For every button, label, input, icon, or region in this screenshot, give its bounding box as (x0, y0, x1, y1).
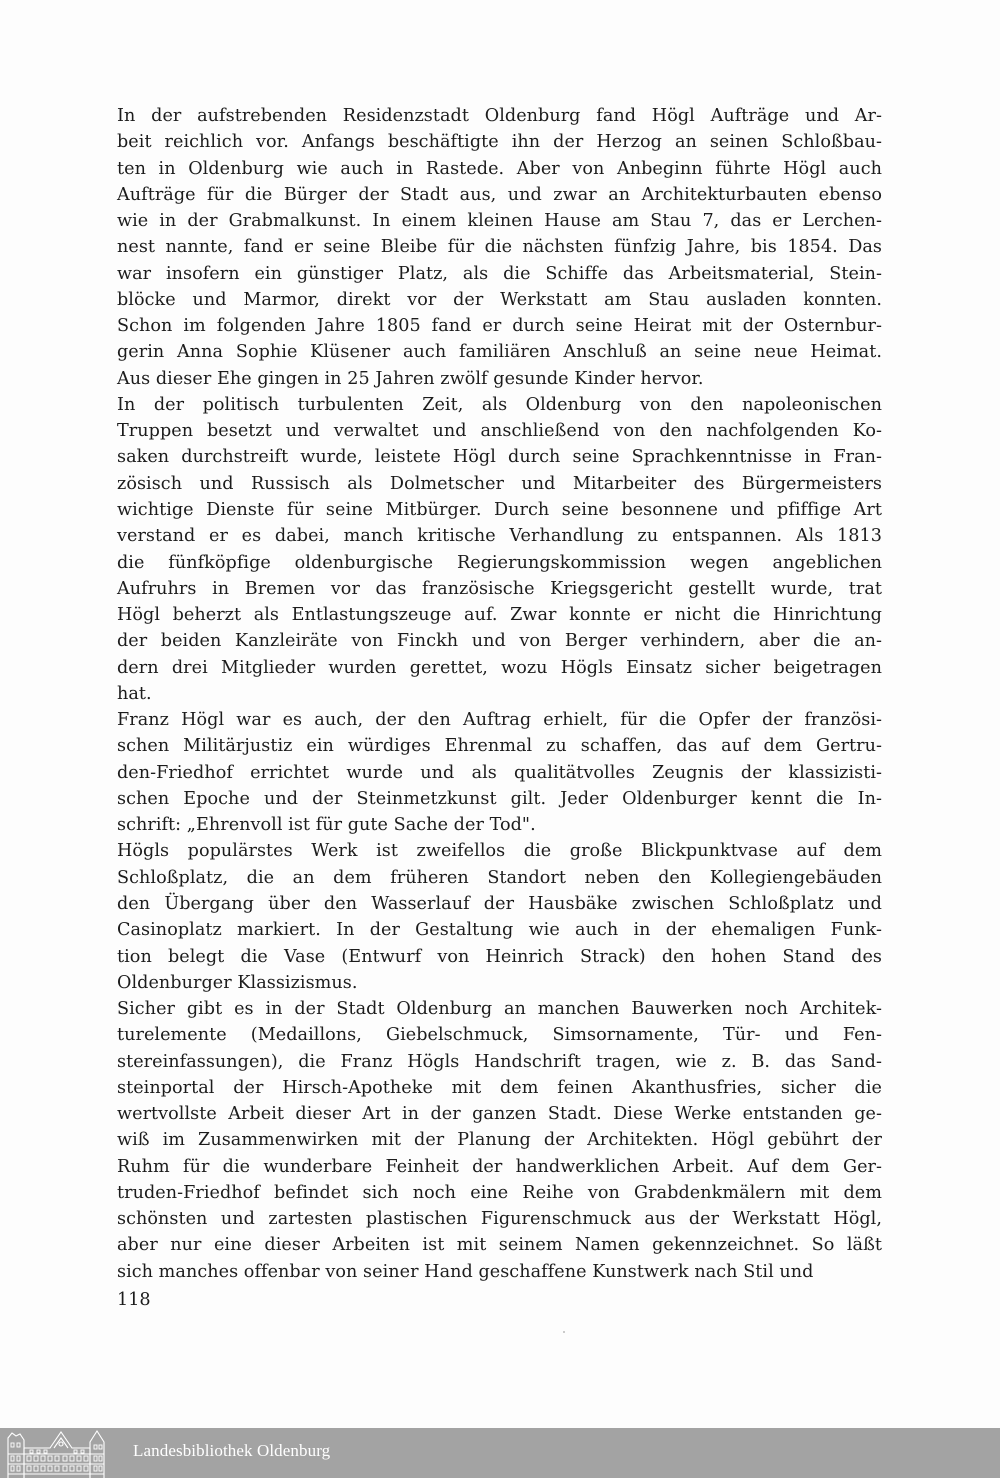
text-line: turelemente (Medaillons, Giebelschmuck, Simsornamente, Tür- und Fen- (117, 1025, 882, 1046)
footer-bar (0, 1428, 1000, 1478)
text-line: Högls populärstes Werk ist zweifellos die große Blickpunktvase auf dem (117, 841, 882, 862)
text-line: zösisch und Russisch als Dolmetscher und Mitarbeiter des Bürgermeisters (117, 473, 882, 494)
text-line: den Übergang über den Wasserlauf der Hausbäke zwischen Schloßplatz und (117, 893, 882, 914)
text-line: dern drei Mitglieder wurden gerettet, wozu Högls Einsatz sicher beigetragen (117, 657, 882, 678)
paragraph (117, 392, 882, 707)
scan-speck (563, 1331, 565, 1333)
text-line: saken durchstreift wurde, leistete Högl durch seine Sprachkenntnisse in Fran- (117, 447, 882, 468)
text-line: ten in Oldenburg wie auch in Rastede. Aber von Anbeginn führte Högl auch (117, 158, 882, 179)
text-line: Högl beherzt als Entlastungszeuge auf. Zwar konnte er nicht die Hinrichtung (117, 605, 882, 626)
text-line: In der aufstrebenden Residenzstadt Oldenburg fand Högl Aufträge und Ar- (117, 106, 882, 126)
text-line: der beiden Kanzleiräte von Finckh und von Berger verhindern, aber die an- (117, 631, 882, 652)
text-line: schrift: „Ehrenvoll ist für gute Sache der Tod". (117, 815, 536, 836)
text-line: Schloßplatz, die an dem früheren Standort neben den Kollegiengebäuden (117, 867, 882, 888)
text-line: beit reichlich vor. Anfangs beschäftigte ihn der Herzog an seinen Schloßbau- (117, 132, 882, 153)
text-line: nest nannte, fand er seine Bleibe für die nächsten fünfzig Jahre, bis 1854. Das (117, 237, 882, 258)
text-line: schönsten und zartesten plastischen Figurenschmuck aus der Werkstatt Högl, (117, 1209, 882, 1230)
paragraph (117, 996, 882, 1285)
text-line: In der politisch turbulenten Zeit, als Oldenburg von den napoleonischen (117, 394, 882, 415)
text-line: Ruhm für die wunderbare Feinheit der handwerklichen Arbeit. Auf dem Ger- (117, 1156, 882, 1177)
text-line: Sicher gibt es in der Stadt Oldenburg an manchen Bauwerken noch Architek- (117, 999, 882, 1020)
library-building-icon (6, 1428, 108, 1478)
paragraph (117, 707, 882, 838)
text-line: truden-Friedhof befindet sich noch eine Reihe von Grabdenkmälern mit dem (117, 1182, 882, 1203)
text-line: Aufträge für die Bürger der Stadt aus, und zwar an Architekturbauten ebenso (117, 184, 882, 205)
body-text (117, 103, 882, 1285)
text-line: blöcke und Marmor, direkt vor der Werkstatt am Stau ausladen konnten. (117, 289, 882, 310)
text-line: die fünfköpfige oldenburgische Regierungskommission wegen angeblichen (117, 552, 882, 573)
text-line: wertvollste Arbeit dieser Art in der ganzen Stadt. Diese Werke entstanden ge- (117, 1104, 882, 1125)
text-line: Oldenburger Klassizismus. (117, 972, 358, 993)
page-number: 118 (117, 1290, 151, 1310)
text-line: Franz Högl war es auch, der den Auftrag erhielt, für die Opfer der französi- (117, 710, 882, 731)
paragraph (117, 103, 882, 392)
text-line: hat. (117, 683, 152, 704)
library-name: Landesbibliothek Oldenburg (133, 1441, 331, 1460)
text-line: schen Militärjustiz ein würdiges Ehrenmal zu schaffen, das auf dem Gertru- (117, 736, 882, 757)
text-line: wichtige Dienste für seine Mitbürger. Durch seine besonnene und pfiffige Art (117, 499, 882, 520)
text-line: Aus dieser Ehe gingen in 25 Jahren zwölf gesunde Kinder hervor. (117, 368, 704, 389)
text-line: Aufruhrs in Bremen vor das französische Kriegsgericht gestellt wurde, trat (117, 578, 882, 599)
text-line: tion belegt die Vase (Entwurf von Heinrich Strack) den hohen Stand des (117, 946, 882, 967)
text-line: aber nur eine dieser Arbeiten ist mit seinem Namen gekennzeichnet. So läßt (117, 1235, 882, 1256)
text-line: Truppen besetzt und verwaltet und anschließend von den nachfolgenden Ko- (117, 421, 882, 442)
text-line: steinportal der Hirsch-Apotheke mit dem feinen Akanthusfries, sicher die (117, 1077, 882, 1098)
text-line: Casinoplatz markiert. In der Gestaltung wie auch in der ehemaligen Funk- (117, 920, 882, 941)
text-line: wiß im Zusammenwirken mit der Planung der Architekten. Högl gebührt der (117, 1130, 882, 1151)
text-line: wie in der Grabmalkunst. In einem kleinen Hause am Stau 7, das er Lerchen- (117, 211, 882, 232)
text-line: Schon im folgenden Jahre 1805 fand er durch seine Heirat mit der Osternbur- (117, 316, 882, 337)
text-line: gerin Anna Sophie Klüsener auch familiären Anschluß an seine neue Heimat. (117, 342, 882, 363)
text-line: den-Friedhof errichtet wurde und als qualitätvolles Zeugnis der klassizisti- (117, 762, 882, 783)
text-line: verstand er es dabei, manch kritische Verhandlung zu entspannen. Als 1813 (117, 526, 882, 547)
text-line: war insofern ein günstiger Platz, als die Schiffe das Arbeitsmaterial, Stein- (117, 263, 882, 284)
paragraph (117, 838, 882, 996)
text-line: schen Epoche und der Steinmetzkunst gilt. Jeder Oldenburger kennt die In- (117, 788, 882, 809)
text-line: stereinfassungen), die Franz Högls Handschrift tragen, wie z. B. das Sand- (117, 1051, 882, 1072)
text-line: sich manches offenbar von seiner Hand geschaffene Kunstwerk nach Stil und (117, 1261, 814, 1282)
